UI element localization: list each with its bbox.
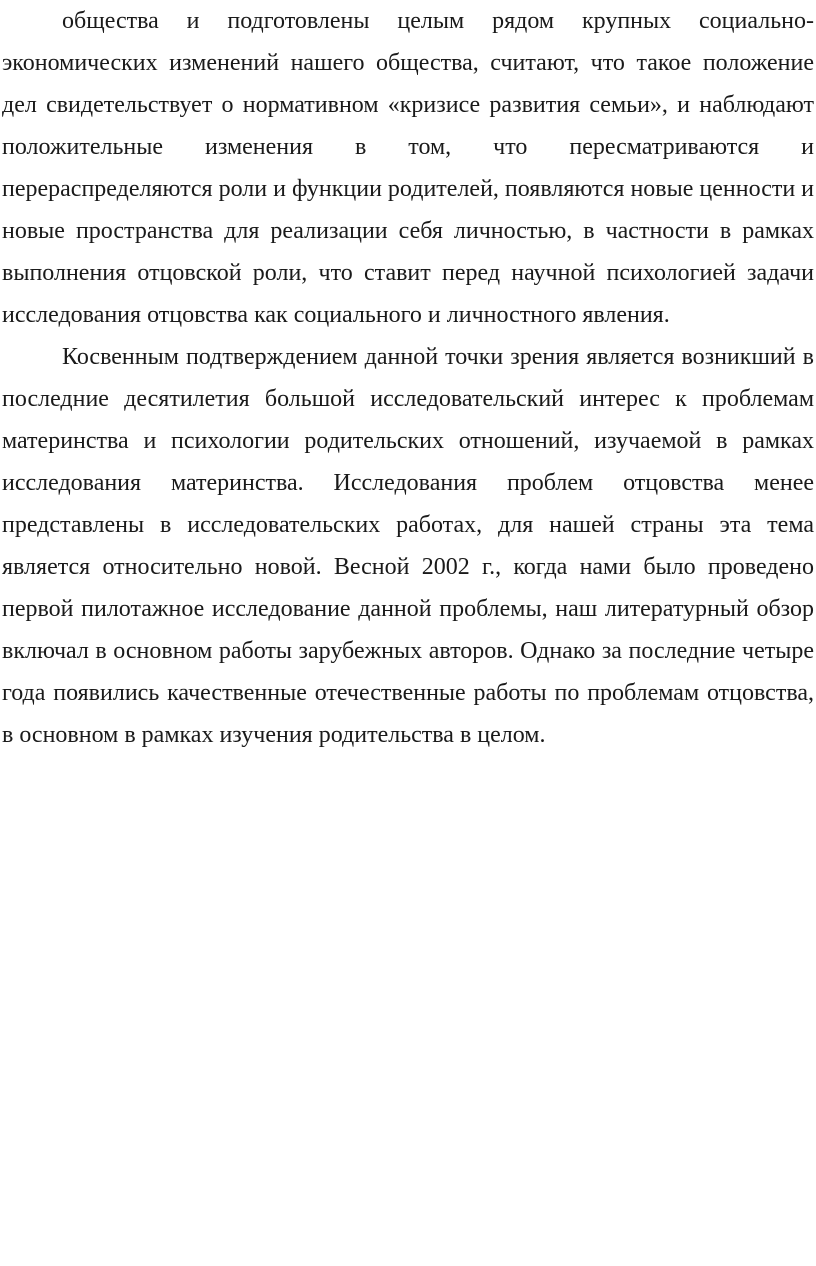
paragraph-fatherhood-research: Косвенным подтверждением данной точки зрения является возникший в последние десятилетия большой исследовательский интерес к проблемам материнства и психологии родительских отношений, изучаемой в рамках исследования материнства. Исследования проблем отцовства менее представлены в исследовательских работах, для нашей страны эта тема является относительно новой. Весной 2002 г., когда нами было проведено первой пилотажное исследование данной проблемы, наш литературный обзор включал в основном работы зарубежных авторов. Однако за последние четыре года появились качественные отечественные работы по проблемам отцовства, в основном в рамках изучения родительства в целом. xyxy=(2,344,814,748)
body-text xyxy=(2,0,814,756)
paragraph-continuation: общества и подготовлены целым рядом крупных социально-экономических изменений нашего общества, считают, что такое положение дел свидетельствует о нормативном «кризисе развития семьи», и наблюдают положительные изменения в том, что пересматриваются и перераспределяются роли и функции родителей, появляются новые ценности и новые пространства для реализации себя личностью, в частности в рамках выполнения отцовской роли, что ставит перед научной психологией задачи исследования отцовства как социального и личностного явления. xyxy=(2,8,815,328)
